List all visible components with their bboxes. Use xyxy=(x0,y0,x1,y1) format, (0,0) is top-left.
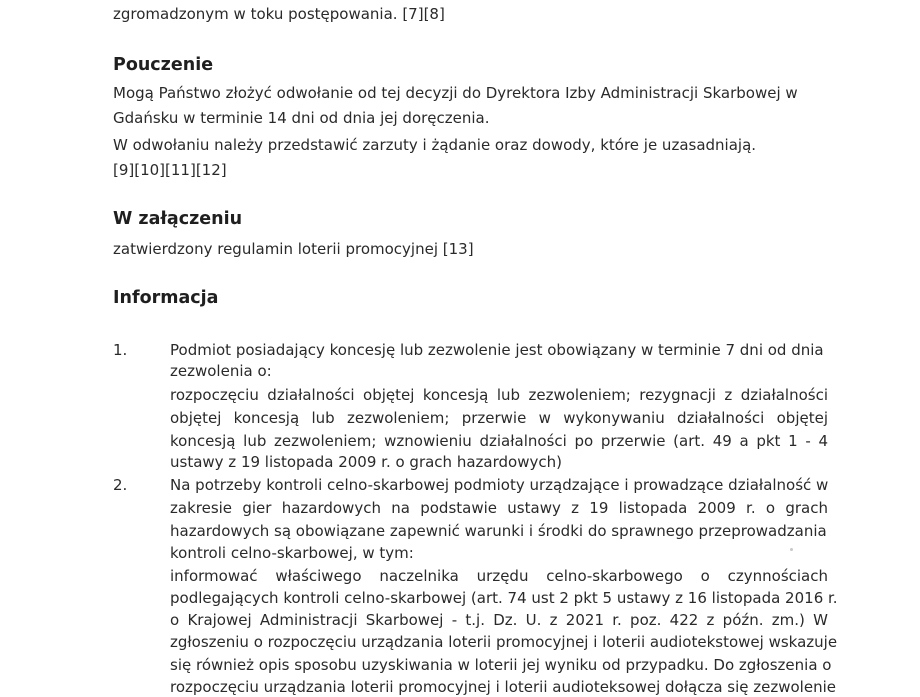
informacja-heading: Informacja xyxy=(113,288,219,308)
item-1-number: 1. xyxy=(113,341,128,359)
closing-line: zgromadzonym w toku postępowania. [7][8] xyxy=(113,5,445,23)
scan-speck xyxy=(790,548,793,551)
item-1-line-1: Podmiot posiadający koncesję lub zezwolenie jest obowiązany w terminie 7 dni od dnia xyxy=(170,341,824,359)
item-2-line-2: zakresie gier hazardowych na podstawie ustawy z 19 listopada 2009 r. o grach xyxy=(170,499,828,517)
pouczenie-line-4: [9][10][11][12] xyxy=(113,161,227,179)
pouczenie-line-3: W odwołaniu należy przedstawić zarzuty i żądanie oraz dowody, które je uzasadniają. xyxy=(113,136,757,154)
item-2-line-10: rozpoczęciu urządzania loterii promocyjnej i loterii audioteksowej dołącza się zezwolenie xyxy=(170,678,836,696)
item-1-line-5: koncesją lub zezwoleniem; wznowieniu działalności po przerwie (art. 49 a pkt 1 - 4 xyxy=(170,432,828,450)
item-2-line-5: informować właściwego naczelnika urzędu celno-skarbowego o czynnościach xyxy=(170,567,828,585)
item-2-number: 2. xyxy=(113,476,128,494)
item-1-line-3: rozpoczęciu działalności objętej koncesją lub zezwoleniem; rezygnacji z działalności xyxy=(170,386,828,404)
pouczenie-heading: Pouczenie xyxy=(113,55,214,75)
zalaczenie-heading: W załączeniu xyxy=(113,209,243,229)
item-1-line-6: ustawy z 19 listopada 2009 r. o grach hazardowych) xyxy=(170,453,562,471)
item-2-line-3: hazardowych są obowiązane zapewnić warunki i środki do sprawnego przeprowadzania xyxy=(170,522,827,540)
item-2-line-9: się również opis sposobu uzyskiwania w loterii jej wyniku od przypadku. Do zgłoszenia o xyxy=(170,656,832,674)
pouczenie-line-2: Gdańsku w terminie 14 dni od dnia jej doręczenia. xyxy=(113,109,490,127)
item-1-line-2: zezwolenia o: xyxy=(170,362,272,380)
item-2-line-6: podlegających kontroli celno-skarbowej (art. 74 ust 2 pkt 5 ustawy z 16 listopada 2016 r. xyxy=(170,589,838,607)
item-1-line-4: objętej koncesją lub zezwoleniem; przerwie w wykonywaniu działalności objętej xyxy=(170,409,828,427)
item-2-line-4: kontroli celno-skarbowej, w tym: xyxy=(170,544,414,562)
item-2-line-1: Na potrzeby kontroli celno-skarbowej podmioty urządzające i prowadzące działalność w xyxy=(170,476,829,494)
item-2-line-7: o Krajowej Administracji Skarbowej - t.j. Dz. U. z 2021 r. poz. 422 z późn. zm.) W xyxy=(170,611,828,629)
item-2-line-8: zgłoszeniu o rozpoczęciu urządzania loterii promocyjnej i loterii audiotekstowej wskazuje xyxy=(170,633,838,651)
pouczenie-line-1: Mogą Państwo złożyć odwołanie od tej decyzji do Dyrektora Izby Administracji Skarbowej w xyxy=(113,84,798,102)
zalaczenie-line: zatwierdzony regulamin loterii promocyjnej [13] xyxy=(113,240,474,258)
